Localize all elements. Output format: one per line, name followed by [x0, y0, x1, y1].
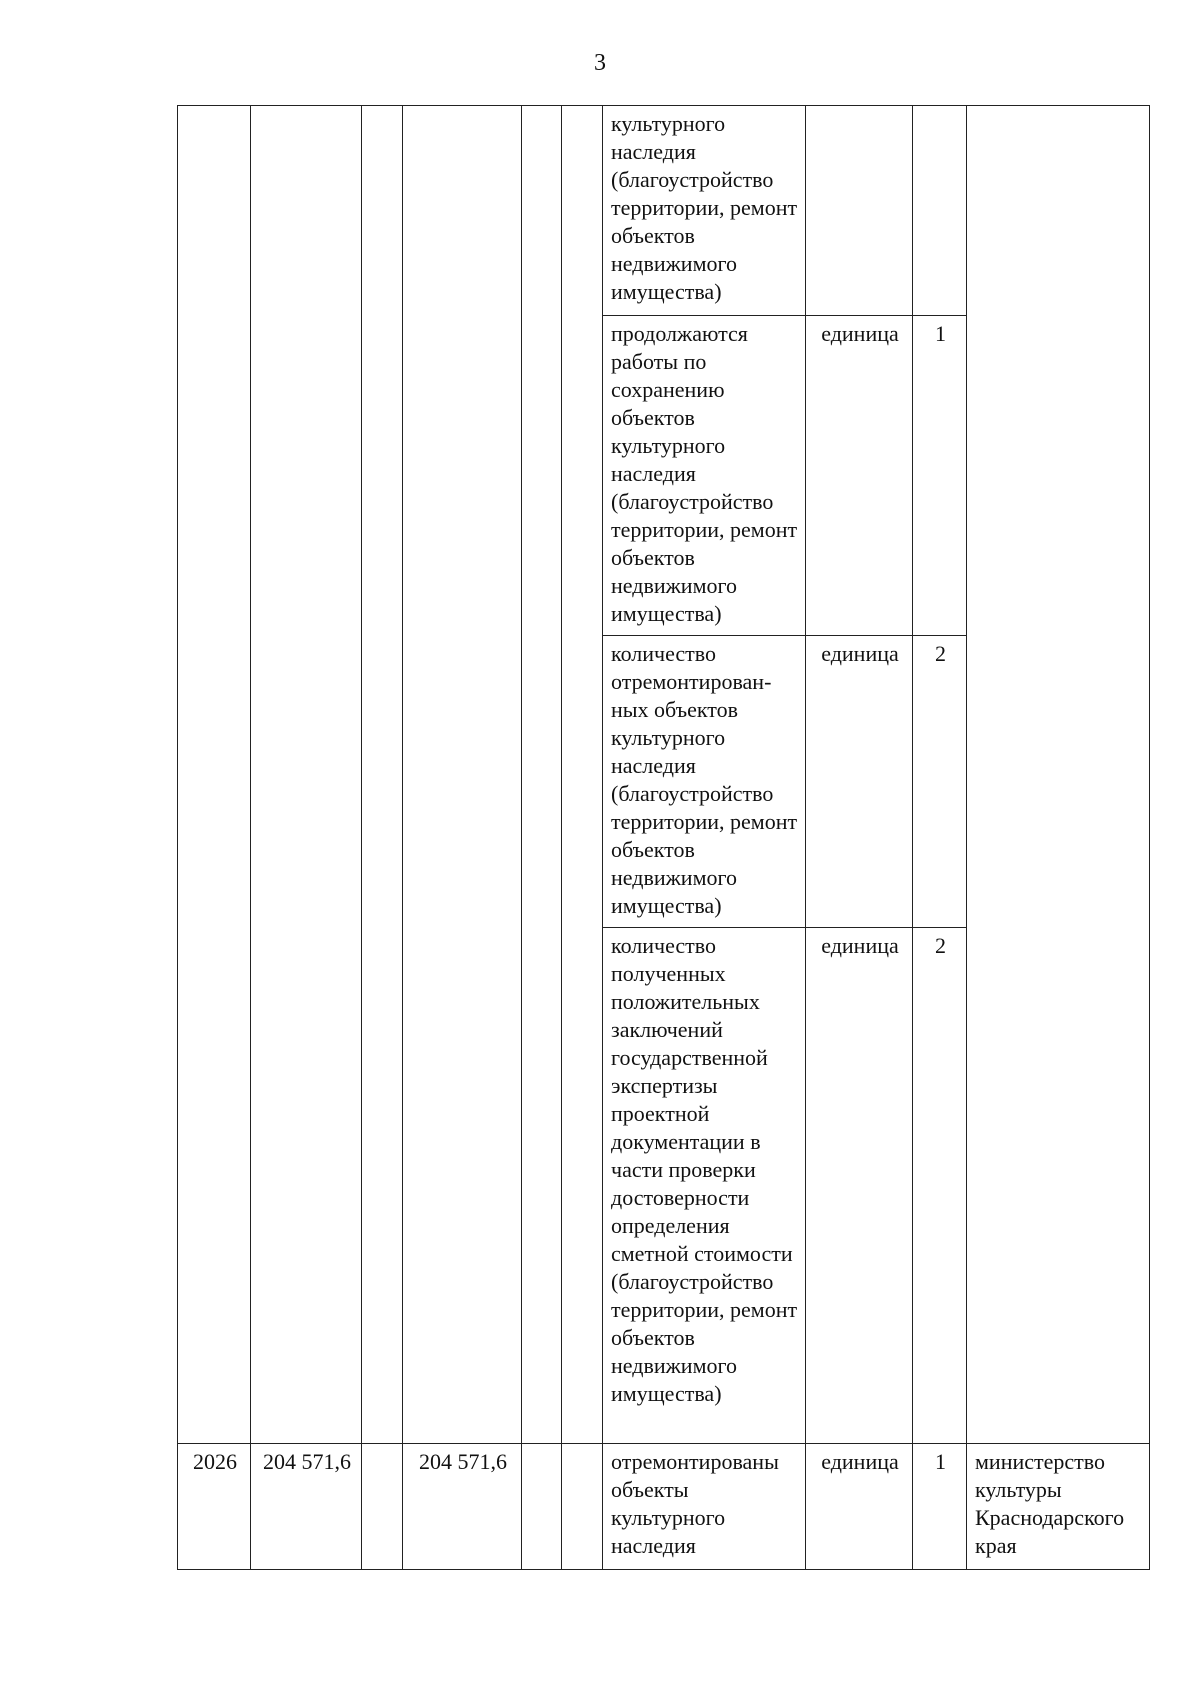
value-cell: 2 [913, 636, 967, 928]
indicator-description: культурного наследия (благоустройство территории, ремонт объектов недвижимого имущества) [603, 106, 806, 316]
indicator-description: количество полученных положительных заключений государственной экспертизы проектной документации в части проверки достоверности определения сметной стоимости (благоустройство территории, ремонт объектов недвижимого имущества) [603, 928, 806, 1444]
indicator-description: отремонтированы объекты культурного наследия [603, 1444, 806, 1570]
program-table [177, 105, 1150, 1570]
responsible-cell: министерство культуры Краснодарского края [967, 1444, 1150, 1570]
value-cell [913, 106, 967, 316]
total-cell [251, 106, 362, 1444]
unit-cell [806, 106, 913, 316]
federal-cell [362, 1444, 403, 1570]
responsible-cell [967, 106, 1150, 1444]
other-cell [562, 1444, 603, 1570]
unit-cell: единица [806, 636, 913, 928]
unit-cell: единица [806, 1444, 913, 1570]
federal-cell [362, 106, 403, 1444]
total-cell: 204 571,6 [251, 1444, 362, 1570]
year-cell [178, 106, 251, 1444]
unit-cell: единица [806, 316, 913, 636]
value-cell: 1 [913, 316, 967, 636]
unit-cell: единица [806, 928, 913, 1444]
value-cell: 1 [913, 1444, 967, 1570]
other-cell [562, 106, 603, 1444]
page-number: 3 [594, 50, 606, 76]
table-row [178, 106, 1150, 316]
regional-cell: 204 571,6 [403, 1444, 522, 1570]
regional-cell [403, 106, 522, 1444]
year-cell: 2026 [178, 1444, 251, 1570]
indicator-description: количество отремонтирован- ных объектов культурного наследия (благоустройство территории, ремонт объектов недвижимого имущества) [603, 636, 806, 928]
local-cell [522, 106, 562, 1444]
local-cell [522, 1444, 562, 1570]
table-row [178, 1444, 1150, 1570]
value-cell: 2 [913, 928, 967, 1444]
indicator-description: продолжаются работы по сохранению объектов культурного наследия (благоустройство территории, ремонт объектов недвижимого имущества) [603, 316, 806, 636]
